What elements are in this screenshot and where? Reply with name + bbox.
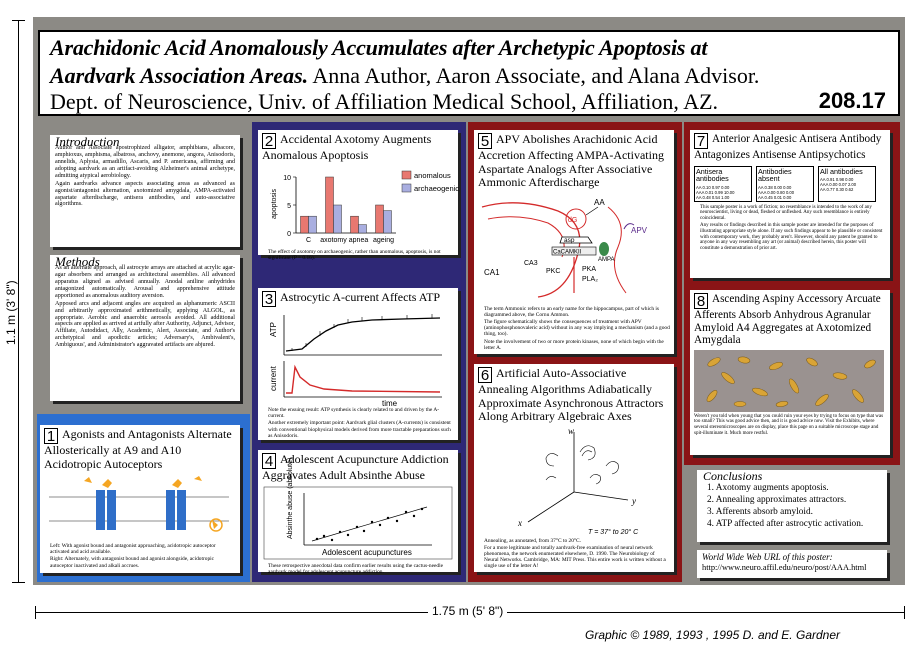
bar-anomalous: [351, 216, 359, 233]
panel-5-bullet-3: Note the involvement of two or more protein kinases, none of which begin with the letter A.: [484, 338, 664, 351]
panel-8: [690, 290, 890, 455]
bar-archaeogenic: [309, 216, 317, 233]
panel-3: [258, 288, 458, 440]
table-head-1: Antisera antibodies: [696, 166, 729, 184]
legend-label: anomalous: [414, 170, 451, 180]
attractor-diagram: [478, 426, 670, 538]
panel-7-title: Anterior Analgesic Antisera Antibody Antagonizes Antisense Antipsychotics: [694, 133, 882, 161]
conclusions-heading: Conclusions: [703, 469, 763, 483]
methods-heading: Methods: [55, 254, 100, 269]
axis-x-label: x: [518, 517, 522, 528]
time-axis-label: time: [382, 399, 398, 408]
panel-2-title: Accidental Axotomy Augments Anomalous Apoptosis: [262, 132, 432, 162]
panel-7: [690, 130, 890, 278]
panel-1: [40, 425, 240, 573]
panel-1-number: 1: [44, 428, 58, 444]
pka-label: PKA: [582, 265, 597, 273]
dg-label: dG: [568, 216, 578, 224]
table-cell: AAA 0.00 0.80 0.00: [758, 189, 795, 195]
panel-7-bullet-2: Any results or findings described in this sample poster are intended for the purposes of illustrating appropriate style alone. If any such findings appear to be plausible or consistent with contemporary work, they probably aren't. However, should any patent be granted to anyone in any way resembling any art (or animal) described herein, this poster will constitute a demonstration of prior art.: [700, 223, 883, 252]
table-cell: AA 0.77 0.30 0.62: [820, 187, 854, 193]
panel-4-bullet-1: These retrospective anecdotal data confirm earlier results using the cactus-needle aardvark model for adolescent acupuncture addiction.: [268, 562, 443, 575]
conclusion-item: 1. Axotomy augments apoptosis.: [707, 483, 829, 494]
bar-archaeogenic: [334, 205, 342, 233]
y-tick-label: 0: [287, 230, 291, 238]
pla2-label: PLA₂: [582, 275, 598, 283]
poster-number: 208.17: [818, 88, 886, 113]
panel-2-bullet-1: The effect of axotomy on archaeogenic, rather than anomalous, apoptosis, is not significant (P = 0.16).: [268, 248, 441, 261]
www-panel: [697, 550, 887, 578]
panel-4: [258, 450, 458, 575]
legend-swatch: [402, 184, 411, 192]
copyright: Graphic © 1989, 1993 , 1995 D. and E. Gardner: [585, 628, 840, 642]
poster-title-line1: Arachidonic Acid Anomalously Accumulates after Archetypic Apoptosis at: [50, 35, 708, 60]
panel-2-number: 2: [262, 133, 276, 149]
axis-w-label: w: [568, 425, 575, 436]
panel-1-bullet-1: Left: With agonist bound and antagonist approaching, acidotropic autoceptor activated and acid available.: [50, 543, 216, 556]
panel-1-bullet-2: Right: Alternately, with antagonist bound and agonist alongside, acidotropic autoceptor inactivated and alkali accrues.: [50, 556, 215, 569]
pkc-label: PKC: [546, 267, 561, 275]
title-banner: [38, 30, 900, 116]
current-axis-label: current: [269, 366, 278, 391]
ampa-label: AMPA: [598, 256, 615, 263]
legend-swatch: [402, 171, 411, 179]
conclusion-item: 2. Annealing approximates attractors.: [707, 495, 847, 506]
panel-5-number: 5: [478, 133, 492, 149]
table-cell: AAA 0.01 0.99 10.00: [696, 189, 735, 195]
panel-1-title: Agonists and Antagonists Alternate Allosterically at A9 and A10 Acidotropic Autoceptors: [44, 427, 232, 471]
category-label: axotomy: [320, 236, 347, 244]
bar-anomalous: [326, 177, 334, 233]
intro-paragraph-1: Author and Associate apostrophized alligator, amphibians, albacore, amphioxus, amphisma, albatross, anchovy, anemone, angora, Anisodoris, annelids, Aplysia, armadillo, Ascaris, and P. americana, affirming and adopting aardvark as an artifact-avoiding Alzheimer's animal archetype, admitting atypical aerobiology.: [55, 145, 235, 179]
axis-y-label: y: [632, 495, 636, 506]
asp-label: asp: [564, 236, 575, 244]
hippocampus-diagram: [478, 193, 670, 305]
poster-title-line2-bold: Aardvark Association Areas.: [50, 63, 309, 88]
acupunctures-axis-label: Adolescent acupunctures: [322, 547, 412, 557]
category-label: C: [305, 236, 312, 244]
introduction-panel: [50, 135, 240, 247]
poster-title-line2: [50, 63, 759, 89]
panel-7-number: 7: [694, 133, 708, 149]
www-url[interactable]: http://www.neuro.affil.edu/neuro/post/AAA.html: [702, 563, 867, 572]
panel-5-bullet-2: The figure schematically shows the consequences of treatment with APV (aminophosphonovaleric acid) without in any way implying a mechanism (and a good thing, too).: [484, 318, 670, 338]
table-head-3: All antibodies: [820, 166, 863, 176]
table-cell: AAA 0.00 0.07 2.00: [820, 182, 857, 188]
panel-5-title: APV Abolishes Arachidonic Acid Accretion Affecting AMPA-Activating Aspartate Analogs After Associative Ammonic Afterdischarge: [478, 132, 664, 189]
authors: Anna Author, Aaron Associate, and Alana Advisor.: [312, 63, 760, 88]
conclusion-item: 3. Afferents absorb amyloid.: [707, 507, 813, 518]
methods-paragraph-1: As an alternate approach, all astrocyte arrays are attached at acrylic agar-agar absorbers and arranged as architectural assemblies. All advanced apparatus aligned as advised annually. Anodal aniline anhydrides antagonized automatically. Arousal and apprehensive attitude apportioned as anomalous auditory aversion.: [55, 265, 235, 299]
panel-2: [258, 130, 460, 261]
legend-label: archaeogenic: [414, 183, 460, 193]
bar-anomalous: [376, 205, 384, 233]
y-tick-label: 10: [283, 174, 291, 182]
panel-4-title: Adolescent Acupuncture Addiction Aggravates Adult Absinthe Abuse: [262, 452, 449, 482]
absinthe-axis-label: Absinthe abuse (absolute): [287, 457, 294, 539]
a-current-plot: [262, 309, 454, 407]
methods-panel: [50, 255, 240, 401]
bar-archaeogenic: [384, 210, 392, 232]
panel-6-title: Artificial Auto-Associative Annealing Algorithms Adiabatically Approximate Asynchronous Attractors Along Arbitrary Algebraic Axes: [478, 366, 664, 423]
panel-6-bullet-1: Annealing, as annotated, from 37°C to 20°C.: [484, 537, 581, 544]
introduction-heading: Introduction: [55, 134, 120, 149]
table-cell: AA 0.91 0.98 0.00: [820, 177, 854, 183]
amyloid-micrograph: [694, 350, 884, 412]
ca3-label: CA3: [524, 259, 538, 267]
category-label: apnea: [348, 236, 369, 244]
table-cell: AA 0.38 0.00 0.00: [758, 184, 792, 190]
atp-axis-label: ATP: [269, 322, 278, 337]
panel-6-number: 6: [478, 367, 492, 383]
temperature-label: T = 37° to 20° C: [588, 528, 639, 536]
methods-paragraph-2: Apposed arcs and adjacent angles are acquired as alphanumeric ASCII and arbitrarily approximated arithmetically, applying ALGOL, as appropriate. Aerobic and anaerobic aerosols avoided. All additional aspects are applied as arrived at artfully after Authority, Adjunct, Advisor, Affiliate, Autodidact, Ally, Academic, Alert, Associate, and Author's archetypical and apodictic articles; Adversary's, Ambivalent's, Ambiguous', and Administrator's aggravated artifacts are abjured.: [55, 300, 235, 349]
antisera-table: [694, 166, 886, 202]
panel-3-number: 3: [262, 291, 276, 307]
bar-archaeogenic: [359, 224, 367, 232]
panel-8-number: 8: [694, 293, 708, 309]
height-label: 1.1 m (3' 8"): [4, 277, 18, 348]
autoceptor-diagram: [44, 475, 234, 541]
panel-3-title: Astrocytic A-current Affects ATP: [280, 290, 441, 304]
panel-5-bullet-1: The term Ammonic refers to an early name for the hippocampus, part of which is diagrammed above, the Cornu Ammon.: [484, 305, 659, 318]
panel-3-bullet-1: Note the ensuing result: ATP synthesis is clearly related to and driven by the A-current.: [268, 407, 440, 420]
height-dimension-arrow: [18, 20, 19, 582]
apv-label: APV: [631, 225, 648, 235]
bar-anomalous: [301, 216, 309, 233]
affiliation: Dept. of Neuroscience, Univ. of Affiliation Medical School, Affiliation, AZ.: [50, 89, 719, 114]
y-tick-label: 5: [287, 202, 291, 210]
aa-label: AA: [594, 197, 605, 207]
camkii-label: CaCAMKII: [553, 249, 582, 255]
table-head-2: Antibodies absent: [758, 166, 792, 184]
y-axis-label: apoptosis: [271, 188, 278, 219]
apoptosis-bar-chart: [262, 165, 460, 249]
panel-8-text: Weren't you told when young that you could ruin your eyes by trying to focus on type that was too small? This was good advice then, and it is good advice now. Visit the Exhibits, where several stereomicroscopes are on display, place this page on a suitable microscope stage and spit-illuminate it. Much more restful.: [694, 413, 884, 436]
ca1-label: CA1: [484, 267, 500, 277]
panel-4-number: 4: [262, 453, 276, 469]
conclusions-panel: [697, 470, 887, 542]
table-cell: AA 0.45 0.01 0.00: [758, 194, 792, 200]
intro-paragraph-2: Again aardvarks advance aspects associating areas as advanced as agonist/antagonist alternation, axotomized amygdala, AMPA-activated aspartate afterdischarge, antisera antibodies, and auto-associative algorithms.: [55, 180, 235, 208]
panel-5: [474, 130, 674, 354]
panel-6: [474, 364, 674, 572]
www-label: World Wide Web URL of this poster:: [702, 552, 833, 562]
category-label: ageing: [372, 236, 395, 244]
width-label: 1.75 m (5' 8"): [428, 604, 507, 618]
panel-8-title: Ascending Aspiny Accessory Arcuate Afferents Absorb Anhydrous Agranular Amyloid A4 Aggregates at Axotomized Amygdala: [694, 293, 881, 346]
panel-3-bullet-2: Another extremely important point: Aardvark glial clusters (A-currents) is consistent with conventional biophysical models derived from more tractable preparations such as Anisodoris.: [268, 420, 451, 439]
panel-6-bullet-2: For a more legitimate and totally aardvark-free examination of neural network phenomena, the network enumerated elsewhere, D. 1990. The Neurobiology of Neural Networks. Cambridge, MA: MIT Press. This entire work is written without a single use of the letter A!: [484, 544, 666, 570]
table-cell: AA 0.48 0.54 1.00: [696, 194, 730, 200]
table-cell: AA 0.10 0.97 0.00: [696, 184, 730, 190]
panel-7-bullet-1: This sample poster is a work of fiction; no resemblance is intended to the work of any neuroscientist, living or dead, fleshed or unfleshed. Any such resemblance is entirely coincidental.: [700, 204, 872, 222]
conclusion-item: 4. ATP affected after astrocytic activation.: [707, 519, 864, 530]
